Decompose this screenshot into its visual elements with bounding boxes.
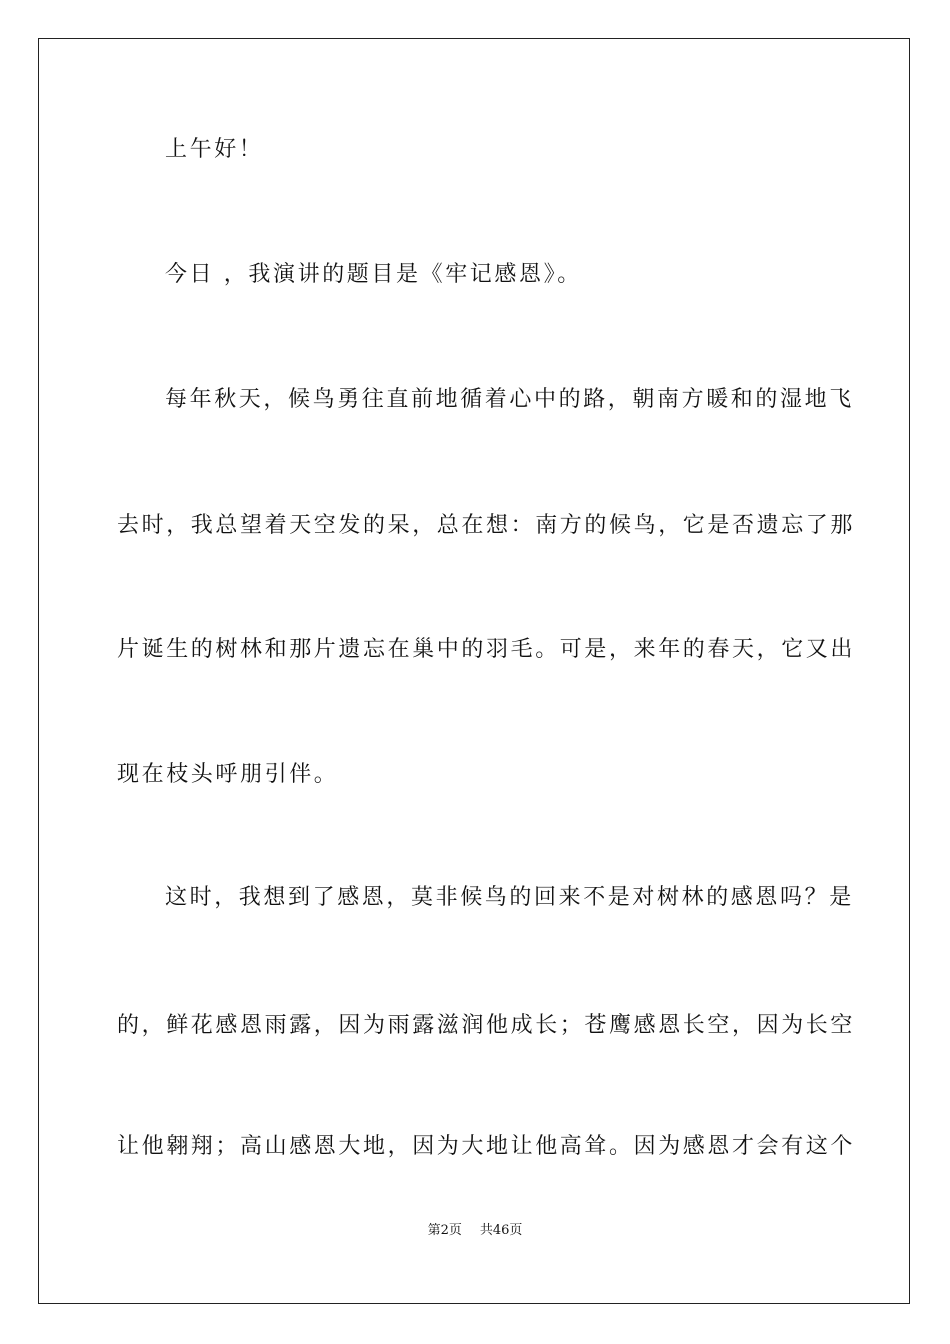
page-footer [0, 1222, 950, 1240]
page-number: 第2页 [427, 1223, 462, 1238]
paragraph-line: 这时，我想到了感恩，莫非候鸟的回来不是对树林的感恩吗？是 [165, 885, 854, 910]
paragraph-greeting: 上午好！ [165, 137, 264, 162]
paragraph-line: 去时，我总望着天空发的呆，总在想：南方的候鸟，它是否遗忘了那 [117, 513, 856, 538]
paragraph-line: 让他翱翔；高山感恩大地，因为大地让他高耸。因为感恩才会有这个 [117, 1134, 856, 1159]
paragraph-line: 现在枝头呼朋引伴。 [117, 762, 339, 787]
page-total: 共46页 [479, 1223, 523, 1238]
paragraph-line: 的，鲜花感恩雨露，因为雨露滋润他成长；苍鹰感恩长空，因为长空 [117, 1013, 856, 1038]
paragraph-line: 片诞生的树林和那片遗忘在巢中的羽毛。可是，来年的春天，它又出 [117, 637, 856, 662]
paragraph-topic: 今日 ，我演讲的题目是《牢记感恩》。 [165, 262, 582, 287]
page-border [38, 38, 910, 1304]
paragraph-line: 每年秋天，候鸟勇往直前地循着心中的路，朝南方暖和的湿地飞 [165, 387, 854, 412]
